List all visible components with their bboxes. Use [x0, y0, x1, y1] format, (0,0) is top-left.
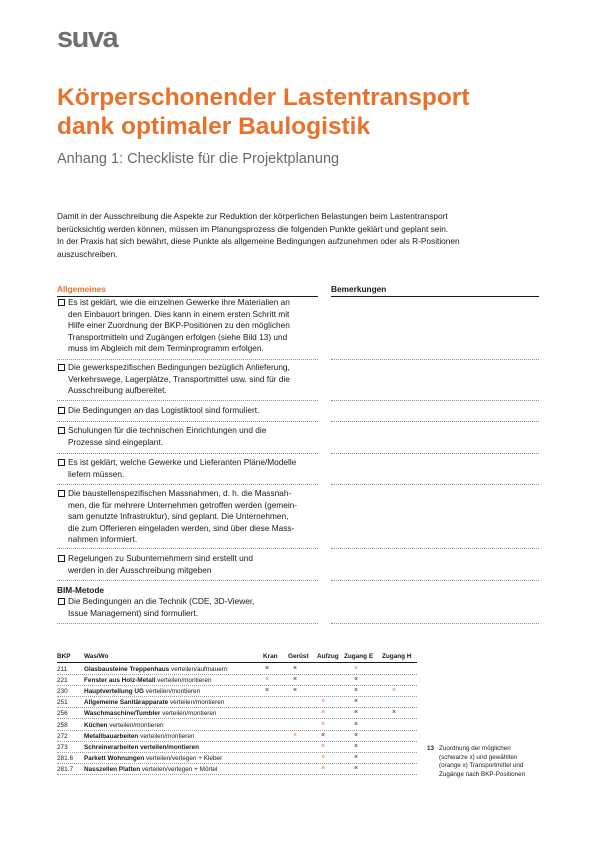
intro-line: In der Praxis hat sich bewährt, diese Punkte als allgemeine Bedingungen aufzunehmen oder als R-Positionen [57, 236, 460, 247]
caption-line: (orange x) Transportmittel und [439, 762, 524, 769]
caption-line: Zuordnung der möglichen [439, 745, 511, 752]
header-was-wo: Was/Wo [84, 653, 109, 660]
remarks-divider [331, 359, 539, 360]
cell-was-wo [84, 766, 217, 773]
suva-logo: suva [57, 22, 118, 54]
cell-was-wo [84, 722, 164, 729]
table-row [57, 697, 417, 708]
possible-mark: × [292, 676, 298, 684]
possible-mark: × [292, 665, 298, 672]
cell-activity: verteilen/montieren [107, 721, 164, 729]
selected-mark: × [320, 764, 326, 772]
intro-line: berücksichtig werden können, müssen im Planungsprozess die folgenden Punkte geklärt und geplant sein. [57, 223, 449, 234]
cell-item-name: Küchen [84, 721, 108, 729]
cell-bkp: 272 [57, 732, 68, 740]
cell-bkp: 281.6 [57, 754, 73, 762]
cell-item-name: Nasszellen Platten [84, 765, 141, 773]
possible-mark: × [391, 709, 397, 717]
possible-mark: × [353, 676, 359, 684]
row-divider [57, 400, 318, 401]
item-line: liefern müssen. [68, 468, 125, 479]
header-kran: Kran [263, 653, 278, 660]
item-line: Verkehrswege, Lagerplätze, Transportmittel usw. sind für die [68, 373, 290, 384]
cell-activity: verteilen/montieren [138, 732, 195, 740]
figure-number: 13 [427, 745, 435, 752]
cell-was-wo [84, 677, 212, 684]
row-divider [57, 453, 318, 454]
checkbox[interactable] [58, 407, 65, 414]
row-divider [57, 623, 318, 624]
possible-mark: × [353, 720, 359, 728]
possible-mark: × [353, 742, 359, 750]
item-line: muss im Abgleich mit dem Terminprogramm erfolgen. [68, 343, 264, 353]
checkbox[interactable] [58, 555, 65, 562]
table-row [57, 708, 417, 719]
remarks-divider [331, 548, 539, 549]
item-line: Schulungen für die technischen Einrichtungen und die [68, 425, 267, 435]
remarks-heading: Bemerkungen [331, 284, 539, 297]
possible-mark: × [353, 709, 359, 717]
cell-item-name: Schreinerarbeiten verteilen/montieren [84, 743, 200, 751]
selected-mark: × [353, 665, 359, 672]
header-bkp: BKP [57, 653, 71, 660]
table-row [57, 742, 417, 753]
item-line: die zum Offerieren eingeladen werden, sind über diese Mass- [68, 522, 295, 533]
cell-activity: verteilen/montieren [160, 710, 217, 718]
remarks-divider [331, 421, 539, 422]
table-row [57, 720, 417, 731]
possible-mark: × [264, 687, 270, 695]
selected-mark: × [264, 676, 270, 684]
intro-line: Damit in der Ausschreibung die Aspekte zur Reduktion der körperlichen Belastungen beim Lastentransport [57, 211, 448, 221]
item-line: Die baustellenspezifischen Massnahmen, d. h. die Massnah- [68, 488, 292, 498]
possible-mark: × [320, 731, 326, 739]
item-line: sam genutzte Infrastruktur), sind geplant. Die Unternehmen, [68, 511, 289, 521]
remarks-divider [331, 623, 539, 624]
item-line: men, die für mehrere Unternehmen getroffen werden (gemein- [68, 499, 298, 510]
selected-mark: × [320, 742, 326, 750]
item-line: Die gewerkspezifischen Bedingungen bezüglich Anlieferung, [68, 362, 290, 372]
header-zugang-h: Zugang H [382, 653, 412, 660]
cell-bkp: 221 [57, 677, 68, 685]
item-line: Regelungen zu Subunternehmern sind erstellt und [68, 553, 253, 563]
cell-item-name: Allgemeine Sanitärapparate [84, 699, 169, 707]
possible-mark: × [264, 665, 270, 672]
cell-was-wo [84, 733, 194, 740]
possible-mark: × [353, 698, 359, 706]
row-divider [57, 548, 318, 549]
cell-item-name: Glasbausteine Treppenhaus [84, 666, 170, 673]
cell-bkp: 230 [57, 688, 68, 696]
table-row [57, 686, 417, 697]
cell-activity: verteilen/verlegen + Mörtel [140, 765, 218, 773]
item-line: Hilfe einer Zuordnung der BKP-Positionen zu den möglichen [68, 320, 290, 330]
item-line: den Einbauort bringen. Dies kann in einem ersten Schritt mit [68, 308, 290, 319]
selected-mark: × [320, 698, 326, 706]
cell-bkp: 281.7 [57, 765, 73, 773]
checkbox[interactable] [58, 598, 65, 605]
possible-mark: × [353, 687, 359, 695]
checkbox[interactable] [58, 364, 65, 371]
cell-item-name: Waschmaschine/Tumbler [84, 710, 161, 718]
cell-item-name: Parkett Wohnungen [84, 754, 145, 762]
cell-activity: verteilen/montieren [168, 699, 225, 707]
title-line: Körperschonender Lastentransport [57, 84, 470, 111]
header-zugang-e: Zugang E [344, 653, 374, 660]
cell-activity: verteilen/montieren [155, 677, 212, 685]
checkbox[interactable] [58, 427, 65, 434]
title-line: dank optimaler Baulogistik [57, 113, 371, 140]
checkbox[interactable] [58, 459, 65, 466]
selected-mark: × [320, 709, 326, 717]
item-line: Die Bedingungen an die Technik (CDE, 3D-Viewer, [68, 596, 255, 606]
caption-line: Zugänge nach BKP-Positionen [439, 770, 526, 778]
possible-mark: × [353, 764, 359, 772]
selected-mark: × [320, 753, 326, 761]
cell-activity: verteilen/verlegen + Kleber [144, 754, 223, 762]
document-subtitle: Anhang 1: Checkliste für die Projektplanung [57, 151, 340, 167]
row-divider [57, 484, 318, 485]
possible-mark: × [353, 753, 359, 761]
table-row [57, 675, 417, 686]
cell-was-wo [84, 688, 200, 695]
selected-mark: × [391, 687, 397, 695]
item-line: Transportmitteln und Zugängen erfolgen (siehe Bild 13) und [68, 331, 288, 342]
remarks-divider [331, 580, 539, 581]
document-title [57, 83, 557, 141]
possible-mark: × [292, 687, 298, 695]
header-geruest: Gerüst [288, 653, 309, 660]
item-line: Issue Management) sind formuliert. [68, 607, 199, 618]
item-line: Prozesse sind eingeplant. [68, 436, 164, 447]
intro-paragraph [57, 210, 537, 260]
cell-bkp: 273 [57, 743, 68, 751]
table-row [57, 764, 417, 775]
cell-activity: verteilen/aufmauern [169, 666, 228, 673]
section-bim-heading: BIM-Metode [57, 585, 105, 595]
header-aufzug: Aufzug [317, 653, 339, 660]
table-row [57, 731, 417, 742]
remarks-divider [331, 484, 539, 485]
item-line: Es ist geklärt, wie die einzelnen Gewerke ihre Materialien an [68, 297, 290, 307]
cell-bkp: 258 [57, 721, 68, 729]
cell-activity: verteilen/montieren [144, 688, 201, 696]
item-line: werden in der Ausschreibung mitgeben [68, 564, 212, 575]
intro-line: auszuschreiben. [57, 248, 118, 259]
selected-mark: × [292, 731, 298, 739]
item-line: Ausschreibung aufbereitet. [68, 385, 167, 395]
possible-mark: × [353, 731, 359, 739]
selected-mark: × [320, 720, 326, 728]
caption-line: (schwarze x) und gewählten [439, 753, 518, 761]
cell-bkp: 256 [57, 710, 68, 718]
row-divider [57, 359, 318, 360]
cell-was-wo [84, 755, 222, 762]
row-divider [57, 580, 318, 581]
checkbox[interactable] [58, 299, 65, 306]
cell-bkp: 211 [57, 666, 68, 673]
cell-item-name: Hauptverteilung UG [84, 688, 145, 696]
cell-was-wo [84, 744, 199, 751]
item-line: Es ist geklärt, welche Gewerke und Lieferanten Pläne/Modelle [68, 457, 297, 467]
row-divider [57, 421, 318, 422]
item-line: Die Bedingungen an das Logistiktool sind formuliert. [68, 405, 260, 415]
cell-was-wo [84, 710, 216, 717]
table-header [57, 653, 417, 663]
cell-item-name: Fenster aus Holz-Metall [84, 677, 156, 685]
cell-was-wo [84, 699, 224, 706]
cell-item-name: Metallbauarbeiten [84, 732, 139, 740]
cell-was-wo [84, 666, 228, 673]
item-line: nahmen informiert. [68, 534, 138, 544]
section-general-heading: Allgemeines [57, 284, 318, 297]
table-row [57, 753, 417, 764]
checkbox[interactable] [58, 490, 65, 497]
table-row [57, 664, 417, 675]
cell-bkp: 251 [57, 699, 68, 707]
remarks-divider [331, 453, 539, 454]
remarks-divider [331, 400, 539, 401]
